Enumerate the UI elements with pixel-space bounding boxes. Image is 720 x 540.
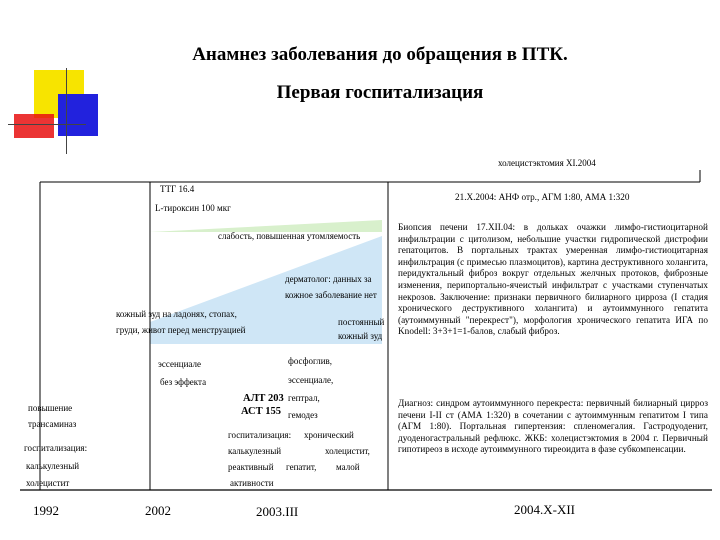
- itch-right-line1: постоянный: [338, 317, 385, 327]
- drug-line1: фосфоглив,: [288, 356, 333, 366]
- page-title-line1: Анамнез заболевания до обращения в ПТК.: [192, 44, 568, 65]
- page-title-line2: Первая госпитализация: [276, 82, 484, 103]
- essentiale-line1: эссенциале: [158, 359, 201, 369]
- drug-line2: эссенциале,: [288, 375, 334, 385]
- ttg-label: ТТГ 16.4: [160, 184, 195, 194]
- hosp-center-3: калькулезный: [228, 446, 282, 456]
- diagnosis-text: Диагноз: синдром аутоиммунного перекреста: первичный билиарный цирроз печени I-II ст (АМА 1:320) в сочетании с аутоиммунным гепатитом I типа (АГМ 1:80). Портальная гипертензия: спленомегалия. Гастродуоденит, дуоденогастральный рефлюкс. ЖКБ: холецистэктомия в 2004 г. Первичный гипотиреоз в исходе аутоиммунного тиреоидита в фазе субкомпенсации.: [398, 398, 708, 455]
- year-2003: 2003.III: [256, 504, 299, 519]
- drug-line4: гемодез: [288, 410, 318, 420]
- weakness-label: слабость, повышенная утомляемость: [218, 231, 361, 241]
- hosp-center-2: хронический: [304, 430, 354, 440]
- hosp-left-line1: госпитализация:: [24, 443, 88, 453]
- hosp-center-1: госпитализация:: [228, 430, 292, 440]
- ast-value: АСТ 155: [241, 406, 282, 417]
- essentiale-line2: без эффекта: [160, 377, 207, 387]
- year-2002: 2002: [145, 503, 171, 518]
- hosp-center-8: активности: [230, 478, 274, 488]
- itch-left-line2: груди, живот перед менструацией: [116, 325, 246, 335]
- hosp-center-4: холецистит,: [325, 446, 370, 456]
- hosp-left-line2: калькулезный: [26, 461, 80, 471]
- elevated-line2: трансаминаз: [28, 419, 77, 429]
- l-thyroxine-label: L-тироксин 100 мкг: [155, 203, 231, 213]
- itch-right-line2: кожный зуд: [338, 331, 383, 341]
- hosp-center-6: гепатит,: [286, 462, 317, 472]
- dermatologist-line2: кожное заболевание нет: [285, 290, 377, 300]
- hosp-center-5: реактивный: [228, 462, 274, 472]
- cholecystectomy-label: холецистэктомия XI.2004: [498, 158, 596, 168]
- year-2004: 2004.X-XII: [514, 502, 576, 517]
- biopsy-text: Биопсия печени 17.XII.04: в дольках очажки лимфо-гистиоцитарной инфильтрации с цитолизом, небольшие участки гидропической дистрофии гепатоцитов. В портальных трактах умеренная лимфо-гистиоцитарная инфильтрация (с примесью плазмоцитов), картина деструктивного холангита, перидуктальный фиброз вокруг отдельных желчных протоков, фиброзные изменения, перипортально-ячеистый инфильтрат с участками ступенчатых некрозов. Заключение: признаки первичного билиарного цирроза (I стадия хронического деструктивного холангита) и аутоиммунного гепатита (аутоиммунный "перекрест"), морфология хронического гепатита ИГА по Knodell: 3+3+1=1-балов, слабый фиброз.: [398, 222, 708, 337]
- alt-value: АЛТ 203: [243, 393, 284, 404]
- elevated-line1: повышение: [28, 403, 73, 413]
- drug-line3: гептрал,: [288, 393, 320, 403]
- anf-result: 21.X.2004: АНФ отр., АГМ 1:80, АМА 1:320: [455, 192, 630, 202]
- itch-left-line1: кожный зуд на ладонях, стопах,: [116, 309, 237, 319]
- hosp-left-line3: холецистит: [26, 478, 70, 488]
- dermatologist-line1: дерматолог: данных за: [285, 274, 372, 284]
- hosp-center-7: малой: [336, 462, 360, 472]
- year-1992: 1992: [33, 503, 59, 518]
